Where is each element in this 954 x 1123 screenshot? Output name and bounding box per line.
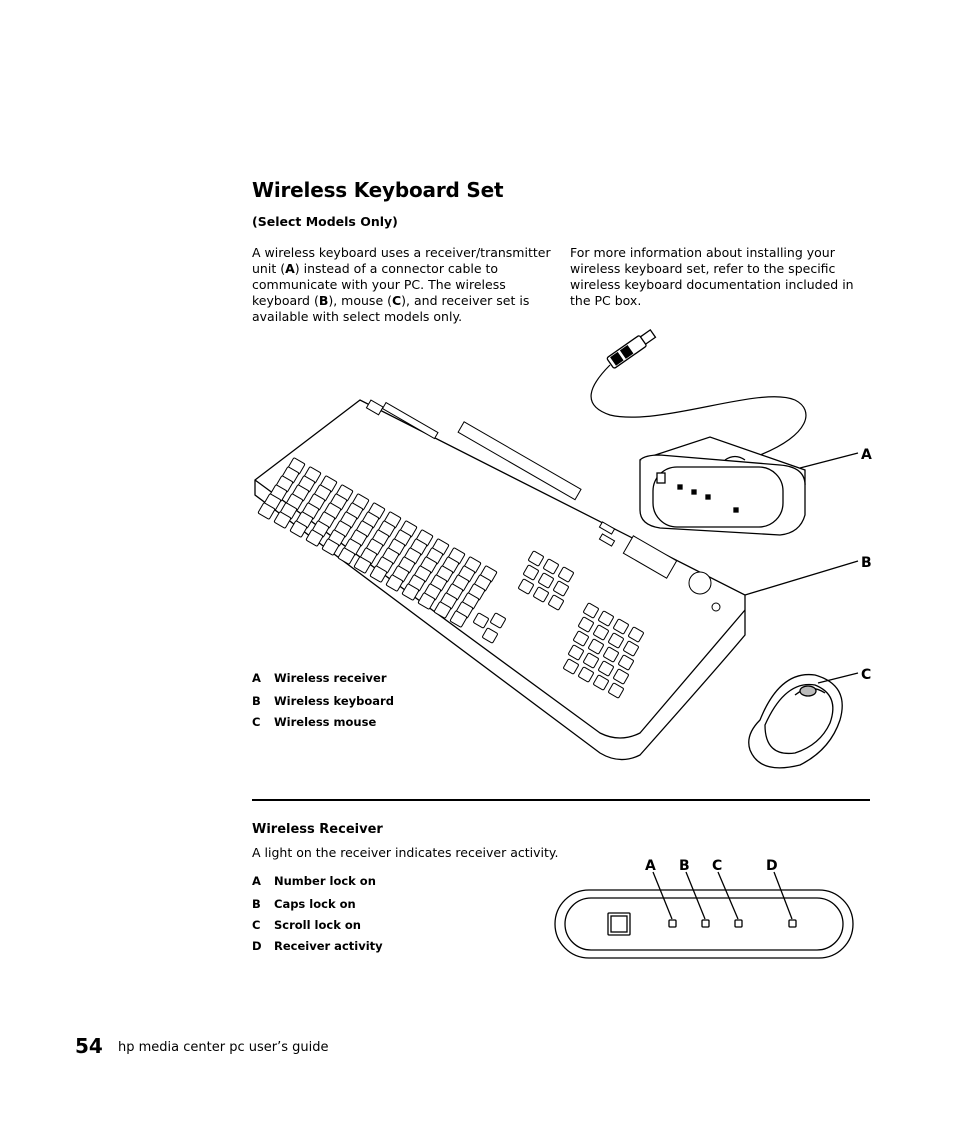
receiver-legend: A Number lock on B Caps lock on C Scroll lock on D Receiver activity [252,874,383,953]
section-text: A light on the receiver indicates receiver activity. [252,845,559,860]
receiver-callout-a: A [645,858,656,874]
callout-a: A [861,447,872,463]
page-number: 54 [75,1034,103,1058]
section-divider [252,799,870,801]
receiver-callout-d: D [766,858,778,874]
page-title: Wireless Keyboard Set [252,178,504,202]
callout-c: C [861,667,872,683]
callout-b: B [861,555,872,571]
receiver-callout-b: B [679,858,690,874]
wireless-receiver-illustration [550,850,860,965]
intro-paragraph-2: For more information about installing your wireless keyboard set, refer to the specific wireless keyboard documentation included in the PC box. [570,245,854,308]
figure1-legend: A Wireless receiver B Wireless keyboard C Wireless mouse [252,671,394,729]
intro-paragraph-1: A wireless keyboard uses a receiver/transmitter unit (A) instead of a connector cable to communicate with your PC. The wireless keyboard (B), mouse (C), and receiver set is available with select models only. [252,245,551,324]
receiver-callout-c: C [712,858,723,874]
section-heading: Wireless Receiver [252,822,383,837]
footer-text: hp media center pc user’s guide [118,1040,329,1055]
subtitle: (Select Models Only) [252,214,398,229]
